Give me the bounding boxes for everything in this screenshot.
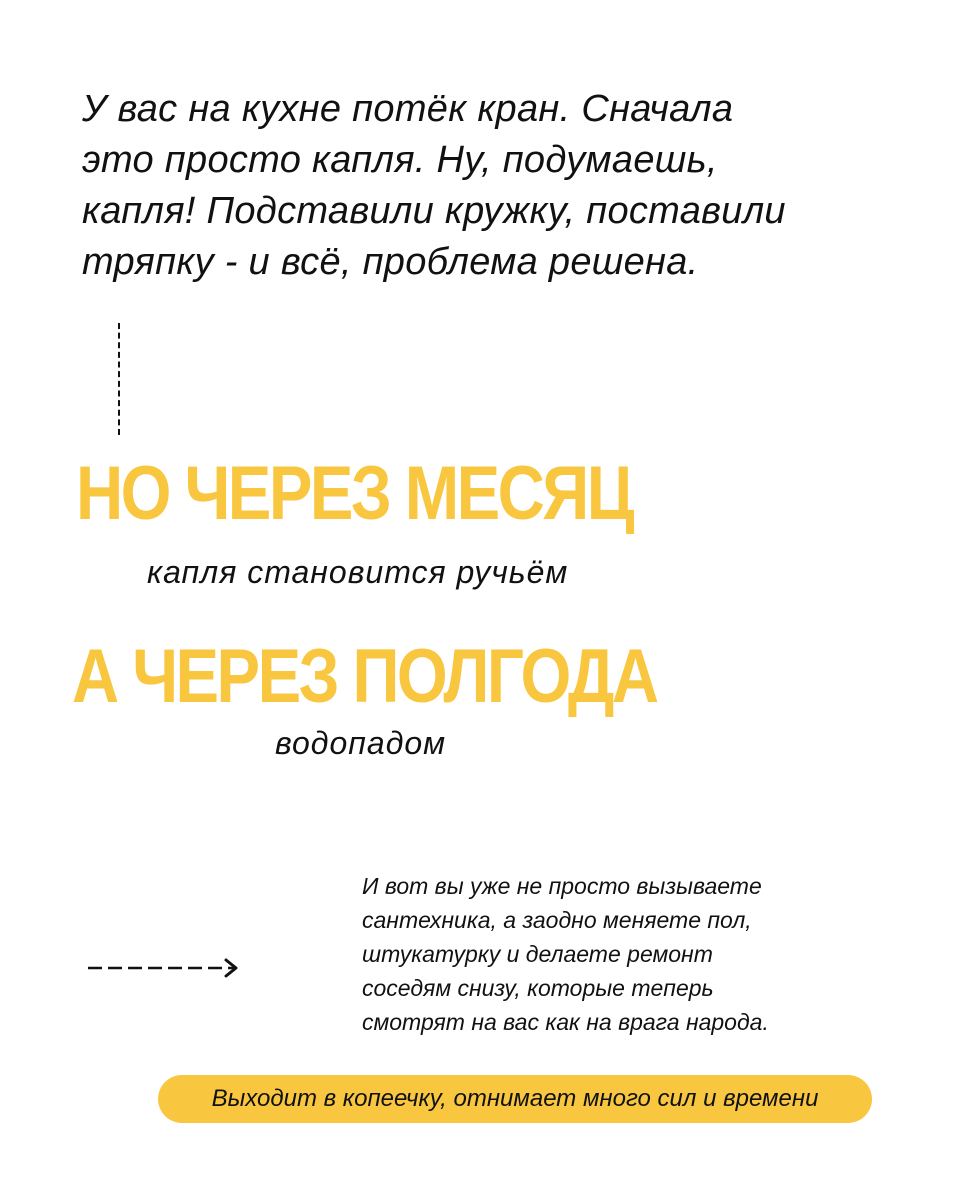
subline-waterfall: водопадом bbox=[275, 725, 447, 761]
headline-half-year: А ЧЕРЕЗ ПОЛГОДА bbox=[72, 634, 657, 719]
intro-paragraph bbox=[82, 84, 786, 288]
dashed-arrow-right-icon bbox=[88, 956, 244, 985]
consequence-paragraph bbox=[362, 869, 769, 1039]
intro-line: тряпку - и всё, проблема решена. bbox=[82, 241, 699, 283]
intro-line: это просто капля. Ну, подумаешь, bbox=[82, 139, 718, 181]
conclusion-text: Выходит в копеечку, отнимает много сил и времени bbox=[211, 1085, 819, 1112]
consequence-line: смотрят на вас как на врага народа. bbox=[362, 1009, 769, 1035]
subline-stream: капля становится ручьём bbox=[147, 554, 569, 590]
consequence-line: соседям снизу, которые теперь bbox=[362, 975, 714, 1001]
intro-line: капля! Подставили кружку, поставили bbox=[82, 190, 786, 232]
headline-month: НО ЧЕРЕЗ МЕСЯЦ bbox=[76, 451, 632, 536]
consequence-line: сантехника, а заодно меняете пол, bbox=[362, 907, 752, 933]
dashed-connector-line bbox=[118, 323, 120, 435]
consequence-line: штукатурку и делаете ремонт bbox=[362, 941, 713, 967]
intro-line: У вас на кухне потёк кран. Сначала bbox=[82, 88, 734, 130]
consequence-line: И вот вы уже не просто вызываете bbox=[362, 873, 762, 899]
conclusion-badge bbox=[158, 1075, 872, 1123]
